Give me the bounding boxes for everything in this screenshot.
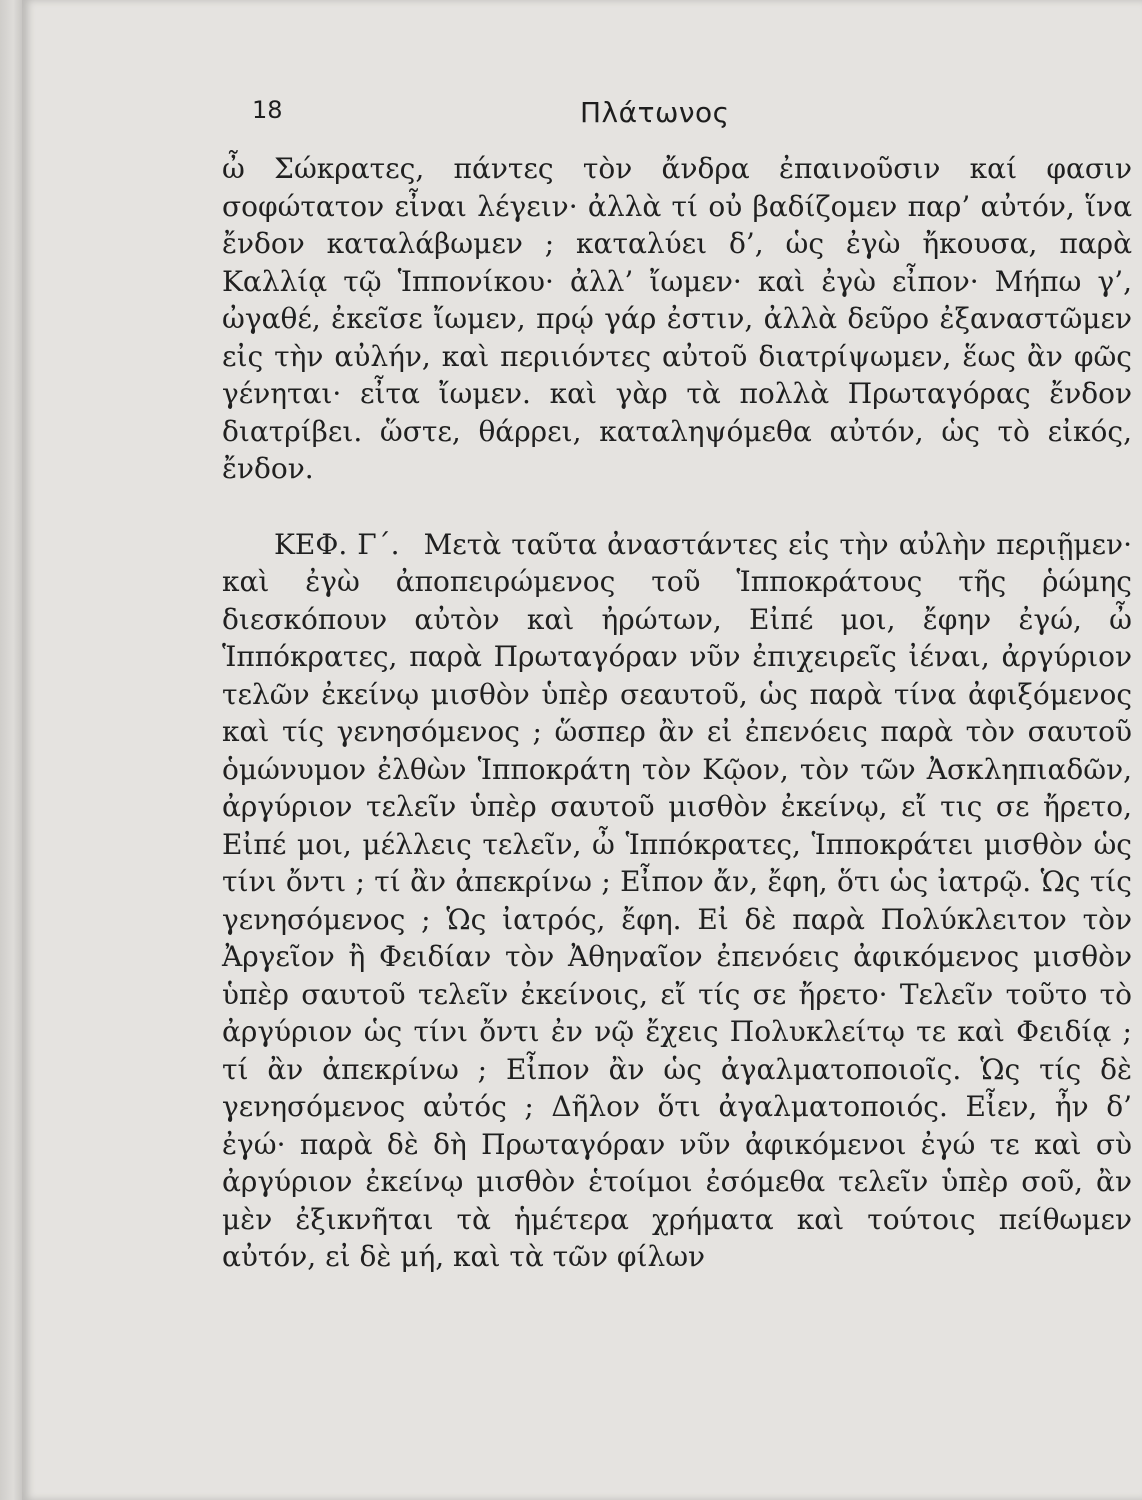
page-number: 18 — [252, 96, 283, 124]
chapter-heading: ΚΕΦ. Γ΄. — [274, 527, 400, 561]
book-title: Πλάτωνος — [580, 96, 730, 129]
book-binding-edge — [0, 0, 22, 1500]
paragraph-2-text: Μετὰ ταῦτα ἀναστάντες εἰς τὴν αὐλὴν περιῇμεν· καὶ ἐγὼ ἀποπειρώμενος τοῦ Ἱπποκράτους τῆς ῥώμης διεσκόπουν αὐτὸν καὶ ἠρώτων, Εἰπέ μοι, ἔφην ἐγώ, ὦ Ἱππόκρατες, παρὰ Πρωταγόραν νῦν ἐπιχειρεῖς ἰέναι, ἀργύριον τελῶν ἐκείνῳ μισθὸν ὑπὲρ σεαυτοῦ, ὡς παρὰ τίνα ἀφιξόμενος καὶ τίς γενησόμενος ; ὥσπερ ἂν εἰ ἐπενόεις παρὰ τὸν σαυτοῦ ὁμώνυμον ἐλθὼν Ἱπποκράτη τὸν Κῷον, τὸν τῶν Ἀσκληπιαδῶν, ἀργύριον τελεῖν ὑπὲρ σαυτοῦ μισθὸν ἐκείνῳ, εἴ τις σε ἤρετο, Εἰπέ μοι, μέλλεις τελεῖν, ὦ Ἱππόκρατες, Ἱπποκράτει μισθὸν ὡς τίνι ὄντι ; τί ἂν ἀπεκρίνω ; Εἶπον ἄν, ἔφη, ὅτι ὡς ἰατρῷ. Ὡς τίς γενησόμενος ; Ὡς ἰατρός, ἔφη. Εἰ δὲ παρὰ Πολύκλειτον τὸν Ἀργεῖον ἢ Φειδίαν τὸν Ἀθηναῖον ἐπενόεις ἀφικόμενος μισθὸν ὑπὲρ σαυτοῦ τελεῖν ἐκείνοις, εἴ τίς σε ἤρετο· Τελεῖν τοῦτο τὸ ἀργύριον ὡς τίνι ὄντι ἐν νῷ ἔχεις Πολυκλείτῳ τε καὶ Φειδίᾳ ; τί ἂν ἀπεκρίνω ; Εἶπον ἂν ὡς ἀγαλματοποιοῖς. Ὡς τίς δὲ γενησόμενος αὐτός ; Δῆλον ὅτι ἀγαλματοποιός. Εἶεν, ἦν δ’ ἐγώ· παρὰ δὲ δὴ Πρωταγόραν νῦν ἀφικόμενοι ἐγώ τε καὶ σὺ ἀργύριον ἐκείνῳ μισθὸν ἑτοίμοι ἐσόμεθα τελεῖν ὑπὲρ σοῦ, ἂν μὲν ἐξικνῆται τὰ ἡμέτερα χρήματα καὶ τούτοις πείθωμεν αὐτόν, εἰ δὲ μή, καὶ τὰ τῶν φίλων — [222, 527, 1132, 1273]
paragraph-1: ὦ Σώκρατες, πάντες τὸν ἄνδρα ἐπαινοῦσιν καί φασιν σοφώτατον εἶναι λέγειν· ἀλλὰ τί οὐ βαδίζομεν παρ’ αὐτόν, ἵνα ἔνδον καταλάβωμεν ; καταλύει δ’, ὡς ἐγὼ ἤκουσα, παρὰ Καλλίᾳ τῷ Ἱππονίκου· ἀλλ’ ἴωμεν· καὶ ἐγὼ εἶπον· Μήπω γ’, ὠγαθέ, ἐκεῖσε ἴωμεν, πρῴ γάρ ἐστιν, ἀλλὰ δεῦρο ἐξαναστῶμεν εἰς τὴν αὐλήν, καὶ περιιόντες αὐτοῦ διατρίψωμεν, ἕως ἂν φῶς γένηται· εἶτα ἴωμεν. καὶ γὰρ τὰ πολλὰ Πρωταγόρας ἔνδον διατρίβει. ὥστε, θάρρει, καταληψόμεθα αὐτόν, ὡς τὸ εἰκός, ἔνδον. — [222, 152, 1132, 485]
running-head — [0, 92, 1142, 132]
text-block — [222, 150, 1132, 1276]
paragraph-2 — [222, 526, 1132, 1276]
